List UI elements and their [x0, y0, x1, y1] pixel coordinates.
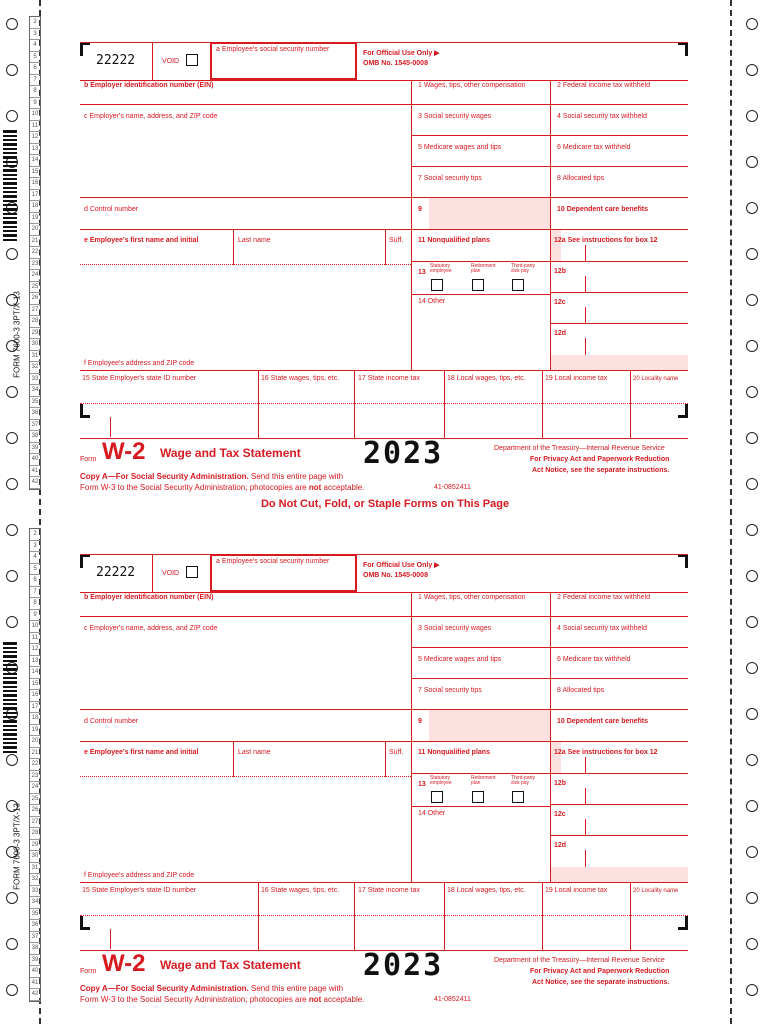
feed-hole [6, 110, 18, 122]
tax-year: 2023 [363, 948, 444, 983]
omb-number: OMB No. 1545-0008 [363, 60, 428, 67]
strip-cell: 40 [30, 454, 40, 466]
dept-treasury: Department of the Treasury—Internal Revenue Service [494, 957, 665, 964]
strip-cell: 15 [30, 167, 40, 179]
strip-cell: 6 [30, 575, 40, 587]
barcode-bar [3, 660, 17, 662]
strip-cell: 10 [30, 109, 40, 121]
barcode-bar [3, 234, 17, 237]
w2-form-copy-2 [80, 554, 688, 1004]
strip-cell: 9 [30, 98, 40, 110]
box6-label: 6 Medicare tax withheld [557, 656, 631, 663]
feed-hole [746, 18, 758, 30]
barcode-bar [3, 135, 17, 137]
barcode-bar [3, 226, 17, 228]
last-name-label: Last name [238, 749, 271, 756]
void-label: VOID [162, 570, 180, 577]
number-strip-top [29, 16, 41, 490]
feed-hole [746, 800, 758, 812]
strip-cell: 42 [30, 477, 40, 489]
strip-cell: 20 [30, 224, 40, 236]
privacy-line-1: For Privacy Act and Paperwork Reduction [530, 456, 670, 463]
box12d-label: 12d [554, 842, 567, 849]
barcode-bar [3, 230, 17, 232]
feed-hole [746, 248, 758, 260]
strip-cell: 7 [30, 75, 40, 87]
box8-label: 8 Allocated tips [557, 687, 605, 694]
strip-cell: 33 [30, 374, 40, 386]
thirdparty-label: Third-party sick pay [511, 775, 536, 786]
strip-cell: 18 [30, 201, 40, 213]
feed-hole [746, 892, 758, 904]
feed-hole [746, 386, 758, 398]
statement-title: Wage and Tax Statement [160, 958, 301, 972]
strip-cell: 22 [30, 759, 40, 771]
box13-label: 13 [418, 269, 426, 276]
barcode-bar [3, 733, 17, 736]
strip-cell: 16 [30, 690, 40, 702]
ein-label: b Employer identification number (EIN) [84, 82, 214, 89]
box20-label: 20 Locality name [633, 888, 679, 894]
strip-cell: 34 [30, 897, 40, 909]
strip-cell: 9 [30, 610, 40, 622]
barcode-bar [3, 239, 17, 241]
strip-cell: 29 [30, 840, 40, 852]
strip-cell: 29 [30, 328, 40, 340]
corner-mark [678, 916, 688, 930]
employee-first-name-label: e Employee's first name and initial [84, 749, 199, 756]
strip-cell: 32 [30, 362, 40, 374]
strip-cell: 41 [30, 978, 40, 990]
strip-cell: 24 [30, 270, 40, 282]
barcode-bar [3, 204, 17, 206]
void-checkbox[interactable] [186, 54, 198, 66]
feed-hole [746, 156, 758, 168]
box19-label: 19 Local income tax [545, 887, 608, 894]
strip-cell: 30 [30, 851, 40, 863]
do-not-cut-notice: Do Not Cut, Fold, or Staple Forms on This Page [260, 498, 510, 510]
strip-cell: 30 [30, 339, 40, 351]
catalog-number: 41-0852411 [434, 996, 471, 1003]
corner-mark [80, 404, 90, 418]
box12c-label: 12c [554, 299, 566, 306]
strip-cell: 28 [30, 316, 40, 328]
official-use-label: For Official Use Only ▶ [363, 50, 440, 57]
official-use-label: For Official Use Only ▶ [363, 562, 440, 569]
strip-cell: 23 [30, 259, 40, 271]
suffix-label: Suff. [389, 749, 404, 756]
form-word: Form [80, 456, 97, 463]
corner-mark [678, 42, 688, 56]
box19-label: 19 Local income tax [545, 375, 608, 382]
control-code: 22222 [96, 565, 136, 580]
feed-hole [6, 754, 18, 766]
strip-cell: 3 [30, 29, 40, 41]
right-tractor-feed [744, 0, 764, 1024]
catalog-number: 41-0852411 [434, 484, 471, 491]
statutory-checkbox[interactable] [431, 279, 443, 291]
barcode-bar [3, 156, 17, 159]
side-form-code-bottom: FORM 7600-3 3PT/X-13 [12, 803, 22, 890]
strip-cell: 21 [30, 748, 40, 760]
strip-cell: 7 [30, 587, 40, 599]
barcode-bar [3, 174, 17, 176]
box5-label: 5 Medicare wages and tips [418, 144, 502, 151]
barcode-bar [3, 720, 17, 723]
employee-first-name-label: e Employee's first name and initial [84, 237, 199, 244]
thirdparty-label: Third-party sick pay [511, 263, 536, 274]
feed-hole [746, 432, 758, 444]
feed-hole [6, 984, 18, 996]
strip-cell: 8 [30, 86, 40, 98]
strip-cell: 35 [30, 397, 40, 409]
strip-cell: 37 [30, 932, 40, 944]
strip-cell: 17 [30, 702, 40, 714]
box12d-label: 12d [554, 330, 567, 337]
barcode-bar [3, 187, 17, 189]
box10-label: 10 Dependent care benefits [557, 718, 649, 725]
barcode-bar [3, 668, 17, 671]
thirdparty-checkbox[interactable] [512, 279, 524, 291]
ssn-label: a Employee's social security number [216, 46, 330, 53]
employer-name-label: c Employer's name, address, and ZIP code [84, 625, 218, 632]
strip-cell: 13 [30, 144, 40, 156]
strip-cell: 40 [30, 966, 40, 978]
box11-label: 11 Nonqualified plans [418, 237, 490, 244]
ssn-label: a Employee's social security number [216, 558, 330, 565]
statutory-label: Statutory employee [430, 263, 452, 274]
feed-hole [746, 340, 758, 352]
box12a-label: 12a See instructions for box 12 [554, 749, 658, 756]
copy-a-line-2: Form W-3 to the Social Security Administration; photocopies are not acceptable. [80, 995, 365, 1004]
box1-label: 1 Wages, tips, other compensation [418, 594, 526, 601]
barcode-bar [3, 139, 17, 141]
feed-hole [6, 64, 18, 76]
strip-cell: 41 [30, 466, 40, 478]
statement-title: Wage and Tax Statement [160, 446, 301, 460]
feed-hole [6, 616, 18, 628]
strip-cell: 21 [30, 236, 40, 248]
strip-cell: 3 [30, 541, 40, 553]
strip-cell: 20 [30, 736, 40, 748]
barcode-bar [3, 642, 17, 645]
suffix-label: Suff. [389, 237, 404, 244]
corner-mark [80, 554, 90, 568]
strip-cell: 31 [30, 351, 40, 363]
strip-cell: 5 [30, 564, 40, 576]
control-code: 22222 [96, 53, 136, 68]
box9-label: 9 [418, 206, 422, 213]
box20-label: 20 Locality name [633, 376, 679, 382]
barcode-bar [3, 712, 17, 714]
barcode-bar [3, 690, 17, 692]
feed-hole [6, 432, 18, 444]
strip-cell: 15 [30, 679, 40, 691]
strip-cell: 18 [30, 713, 40, 725]
box12b-label: 12b [554, 268, 567, 275]
number-strip-bottom [29, 528, 41, 1002]
box6-label: 6 Medicare tax withheld [557, 144, 631, 151]
box13-label: 13 [418, 781, 426, 788]
barcode-bar [3, 221, 17, 224]
box12a-label: 12a See instructions for box 12 [554, 237, 658, 244]
barcode-bar [3, 703, 17, 705]
box16-label: 16 State wages, tips, etc. [261, 375, 340, 382]
strip-cell: 36 [30, 408, 40, 420]
barcode-bar [3, 738, 17, 740]
feed-hole [746, 570, 758, 582]
last-name-label: Last name [238, 237, 271, 244]
box4-label: 4 Social security tax withheld [557, 625, 647, 632]
strip-cell: 13 [30, 656, 40, 668]
barcode-bar [3, 681, 17, 684]
privacy-line-2: Act Notice, see the separate instructions. [532, 979, 670, 986]
strip-cell: 14 [30, 155, 40, 167]
barcode-bar [3, 143, 17, 146]
barcode-bottom [3, 642, 17, 755]
feed-hole [6, 478, 18, 490]
feed-hole [746, 524, 758, 536]
barcode-bar [3, 742, 17, 744]
feed-hole [746, 110, 758, 122]
copy-a-line-1: Copy A—For Social Security Administration. Send this entire page with [80, 472, 344, 481]
box14-label: 14 Other [418, 810, 446, 817]
feed-hole [746, 754, 758, 766]
retirement-label: Retirement plan [471, 775, 496, 786]
barcode-bar [3, 647, 17, 649]
statutory-label: Statutory employee [430, 775, 452, 786]
strip-cell: 26 [30, 805, 40, 817]
barcode-bar [3, 746, 17, 749]
box7-label: 7 Social security tips [418, 687, 482, 694]
strip-cell: 31 [30, 863, 40, 875]
retirement-checkbox[interactable] [472, 279, 484, 291]
box18-label: 18 Local wages, tips, etc. [447, 887, 526, 894]
strip-cell: 36 [30, 920, 40, 932]
strip-cell: 23 [30, 771, 40, 783]
thirdparty-checkbox[interactable] [512, 791, 524, 803]
corner-mark [678, 554, 688, 568]
omb-number: OMB No. 1545-0008 [363, 572, 428, 579]
barcode-bar [3, 165, 17, 167]
feed-hole [6, 18, 18, 30]
barcode-bar [3, 169, 17, 172]
w2-title: W-2 [102, 950, 146, 977]
strip-cell: 22 [30, 247, 40, 259]
control-number-label: d Control number [84, 718, 139, 725]
barcode-bar [3, 707, 17, 710]
box5-label: 5 Medicare wages and tips [418, 656, 502, 663]
barcode-bar [3, 161, 17, 163]
box15-label: 15 State Employer's state ID number [82, 375, 197, 382]
corner-mark [80, 42, 90, 56]
barcode-bar [3, 191, 17, 193]
box2-label: 2 Federal income tax withheld [557, 82, 650, 89]
strip-cell: 4 [30, 552, 40, 564]
w2-title: W-2 [102, 438, 146, 465]
feed-hole [746, 294, 758, 306]
employer-name-label: c Employer's name, address, and ZIP code [84, 113, 218, 120]
strip-cell: 27 [30, 817, 40, 829]
barcode-bar [3, 716, 17, 718]
box18-label: 18 Local wages, tips, etc. [447, 375, 526, 382]
strip-cell: 32 [30, 874, 40, 886]
dept-treasury: Department of the Treasury—Internal Revenue Service [494, 445, 665, 452]
barcode-bar [3, 699, 17, 701]
strip-cell: 27 [30, 305, 40, 317]
box7-label: 7 Social security tips [418, 175, 482, 182]
strip-cell: 38 [30, 431, 40, 443]
box12b-label: 12b [554, 780, 567, 787]
box3-label: 3 Social security wages [418, 113, 492, 120]
void-checkbox[interactable] [186, 566, 198, 578]
box2-label: 2 Federal income tax withheld [557, 594, 650, 601]
box3-label: 3 Social security wages [418, 625, 492, 632]
strip-cell: 12 [30, 644, 40, 656]
barcode-bar [3, 208, 17, 211]
copy-a-line-2: Form W-3 to the Social Security Administration; photocopies are not acceptable. [80, 483, 365, 492]
strip-cell: 37 [30, 420, 40, 432]
box9-label: 9 [418, 718, 422, 725]
barcode-bar [3, 677, 17, 679]
strip-cell: 24 [30, 782, 40, 794]
box14-label: 14 Other [418, 298, 446, 305]
barcode-bar [3, 725, 17, 727]
strip-cell: 38 [30, 943, 40, 955]
ein-label: b Employer identification number (EIN) [84, 594, 214, 601]
strip-cell: 35 [30, 909, 40, 921]
strip-cell: 19 [30, 213, 40, 225]
barcode-bar [3, 664, 17, 666]
statutory-checkbox[interactable] [431, 791, 443, 803]
w2-form-copy-1 [80, 42, 688, 492]
strip-cell: 34 [30, 385, 40, 397]
strip-cell: 8 [30, 598, 40, 610]
strip-cell: 33 [30, 886, 40, 898]
strip-cell: 26 [30, 293, 40, 305]
box17-label: 17 State income tax [358, 887, 420, 894]
strip-cell: 10 [30, 621, 40, 633]
strip-cell: 25 [30, 282, 40, 294]
feed-hole [746, 846, 758, 858]
barcode-bar [3, 148, 17, 150]
barcode-bar [3, 655, 17, 658]
box4-label: 4 Social security tax withheld [557, 113, 647, 120]
strip-cell: 11 [30, 633, 40, 645]
box12c-label: 12c [554, 811, 566, 818]
feed-hole [746, 616, 758, 628]
employee-address-label: f Employee's address and ZIP code [84, 872, 195, 879]
void-label: VOID [162, 58, 180, 65]
feed-hole [6, 524, 18, 536]
strip-cell: 42 [30, 989, 40, 1001]
strip-cell: 28 [30, 828, 40, 840]
barcode-bar [3, 651, 17, 653]
strip-cell: 2 [30, 529, 40, 541]
privacy-line-1: For Privacy Act and Paperwork Reduction [530, 968, 670, 975]
strip-cell: 2 [30, 17, 40, 29]
strip-cell: 19 [30, 725, 40, 737]
box10-label: 10 Dependent care benefits [557, 206, 649, 213]
form-word: Form [80, 968, 97, 975]
barcode-bar [3, 686, 17, 688]
feed-hole [746, 662, 758, 674]
side-form-code-top: FORM 7600-3 3PT/X-13 [12, 291, 22, 378]
employee-address-label: f Employee's address and ZIP code [84, 360, 195, 367]
tax-year: 2023 [363, 436, 444, 471]
strip-cell: 17 [30, 190, 40, 202]
feed-hole [746, 202, 758, 214]
barcode-bar [3, 130, 17, 133]
strip-cell: 6 [30, 63, 40, 75]
strip-cell: 39 [30, 443, 40, 455]
copy-a-line-1: Copy A—For Social Security Administration. Send this entire page with [80, 984, 344, 993]
feed-hole [6, 570, 18, 582]
barcode-bar [3, 729, 17, 731]
box1-label: 1 Wages, tips, other compensation [418, 82, 526, 89]
barcode-bar [3, 195, 17, 198]
feed-hole [746, 64, 758, 76]
box16-label: 16 State wages, tips, etc. [261, 887, 340, 894]
feed-hole [6, 248, 18, 260]
strip-cell: 12 [30, 132, 40, 144]
box17-label: 17 State income tax [358, 375, 420, 382]
box8-label: 8 Allocated tips [557, 175, 605, 182]
barcode-bar [3, 751, 17, 753]
corner-mark [80, 916, 90, 930]
feed-hole [746, 708, 758, 720]
strip-cell: 14 [30, 667, 40, 679]
feed-hole [746, 984, 758, 996]
feed-hole [6, 938, 18, 950]
barcode-bar [3, 673, 17, 675]
barcode-top [3, 130, 17, 243]
strip-cell: 16 [30, 178, 40, 190]
feed-hole [746, 478, 758, 490]
barcode-bar [3, 213, 17, 215]
box11-label: 11 Nonqualified plans [418, 749, 490, 756]
right-perforation [730, 0, 732, 1024]
barcode-bar [3, 182, 17, 185]
barcode-bar [3, 217, 17, 219]
retirement-checkbox[interactable] [472, 791, 484, 803]
strip-cell: 39 [30, 955, 40, 967]
privacy-line-2: Act Notice, see the separate instructions. [532, 467, 670, 474]
retirement-label: Retirement plan [471, 263, 496, 274]
box15-label: 15 State Employer's state ID number [82, 887, 197, 894]
feed-hole [746, 938, 758, 950]
barcode-bar [3, 152, 17, 154]
barcode-bar [3, 178, 17, 180]
barcode-bar [3, 200, 17, 202]
strip-cell: 25 [30, 794, 40, 806]
strip-cell: 11 [30, 121, 40, 133]
control-number-label: d Control number [84, 206, 139, 213]
strip-cell: 4 [30, 40, 40, 52]
strip-cell: 5 [30, 52, 40, 64]
corner-mark [678, 404, 688, 418]
barcode-bar [3, 694, 17, 697]
